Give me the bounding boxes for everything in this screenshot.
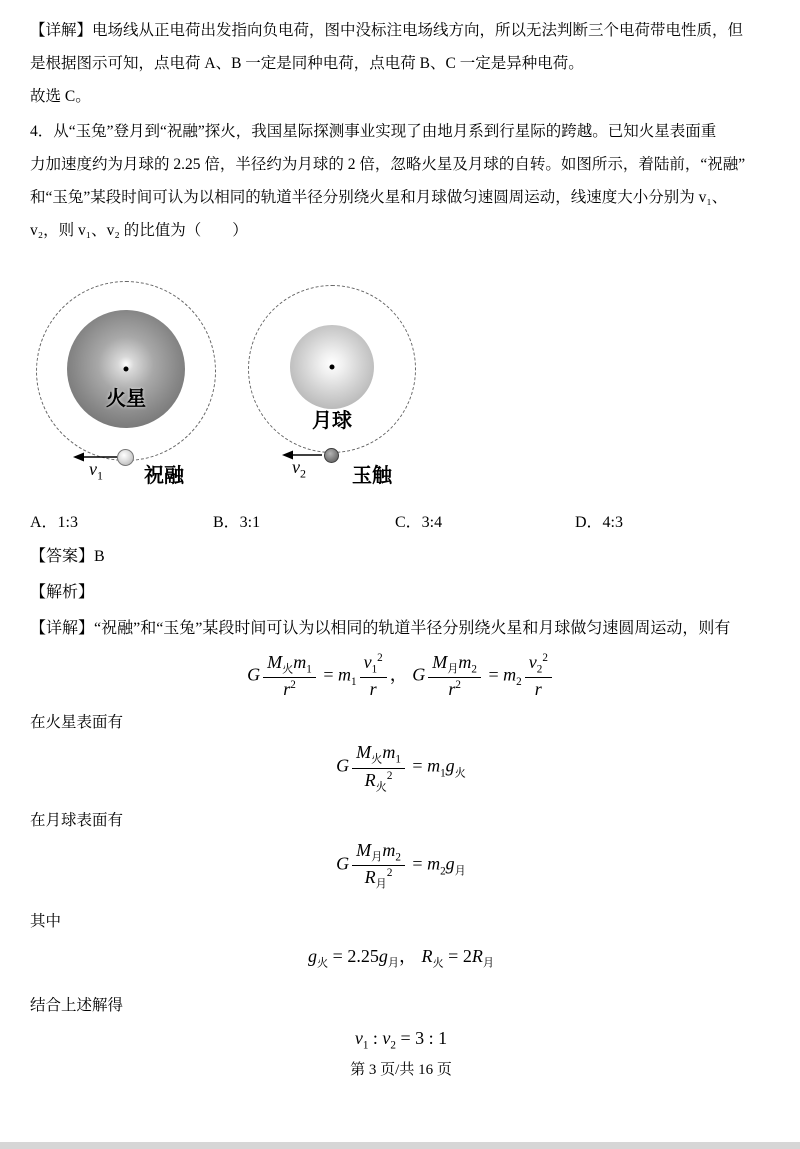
moon-planet <box>290 325 374 409</box>
answer-line: 【答案】B <box>30 548 105 565</box>
option-b: B．3:1 <box>213 514 261 531</box>
detail3-line-2: 是根据图示可知，点电荷 A、B 一定是同种电荷，点电荷 B、C 一定是异种电荷。 <box>30 55 584 72</box>
mars-planet <box>67 310 185 428</box>
formula-moon-surface: G $\frac{M_月m_2}{R_月^2}$ = $m_2g_月$ <box>336 839 466 891</box>
yutu-label: 玉触 <box>352 465 392 487</box>
zhurong-probe <box>117 449 134 466</box>
formula-velocity-ratio: $v_1$ : $v_2 = 3$ : 1 <box>354 1028 448 1053</box>
moon-center-dot <box>330 365 335 370</box>
v1-label: $v_1$ <box>89 459 103 483</box>
question-4-line-4: v₂，则 v₁、v₂ 的比值为（ ） <box>30 222 248 239</box>
formula-mars-surface: G $\frac{M_火m_1}{R_火^2}$ = $m_1g_火$ <box>336 742 466 794</box>
detail3-line-3: 故选 C。 <box>30 88 91 105</box>
mars-surface-text: 在火星表面有 <box>30 714 124 732</box>
option-c: C．3:4 <box>395 514 443 531</box>
detail3-line-1: 【详解】电场线从正电荷出发指向负电荷，图中没标注电场线方向，所以无法判断三个电荷带电性质，但 <box>30 22 744 39</box>
answer-options <box>30 509 772 533</box>
among-text: 其中 <box>30 912 62 930</box>
combine-text: 结合上述解得 <box>30 997 124 1015</box>
detail4-line: 【详解】“祝融”和“玉兔”某段时间可认为以相同的轨道半径分别绕火星和月球做匀速圆周运动，则有 <box>30 620 731 637</box>
option-a: A．1:3 <box>30 514 79 531</box>
moon-surface-text: 在月球表面有 <box>30 811 124 829</box>
option-d: D．4:3 <box>575 514 624 531</box>
question-4-line-2: 力加速度约为月球的 2.25 倍，半径约为月球的 2 倍，忽略火星及月球的自转。如图所示，着陆前，“祝融” <box>30 156 746 173</box>
page-footer: 第 3 页/共 16 页 <box>350 1062 452 1079</box>
mars-center-dot <box>124 367 129 372</box>
formula-circular-motion: G $\frac{M_火m_1}{r^2}$ = $m_1$ $\frac{v_1^2}{r}$ ， G $\frac{M_月m_2}{r^2}$ = $m_2$ $\frac{v_2^2}{r}$ <box>30 651 772 701</box>
yutu-probe <box>324 448 339 463</box>
question-4-line-3: 和“玉兔”某段时间可认为以相同的轨道半径分别绕火星和月球做匀速圆周运动，线速度大小分别为 v₁、 <box>30 189 728 206</box>
orbit-diagram <box>32 273 472 501</box>
question-4-line-1: 4．从“玉兔”登月到“祝融”探火，我国星际探测事业实现了由地月系到行星际的跨越。已知火星表面重 <box>30 123 717 140</box>
analysis-heading: 【解析】 <box>30 584 95 601</box>
window-bottom-edge <box>0 1142 800 1149</box>
v2-label: $v_2$ <box>292 457 306 481</box>
formula-given-relations: $g_火 = 2.25g_月$， $R_火 = 2R_月$ <box>308 945 494 970</box>
moon-label: 月球 <box>312 410 352 432</box>
mars-label: 火星 <box>106 388 146 410</box>
question-4-stem <box>30 115 772 247</box>
zhurong-label: 祝融 <box>144 465 184 487</box>
